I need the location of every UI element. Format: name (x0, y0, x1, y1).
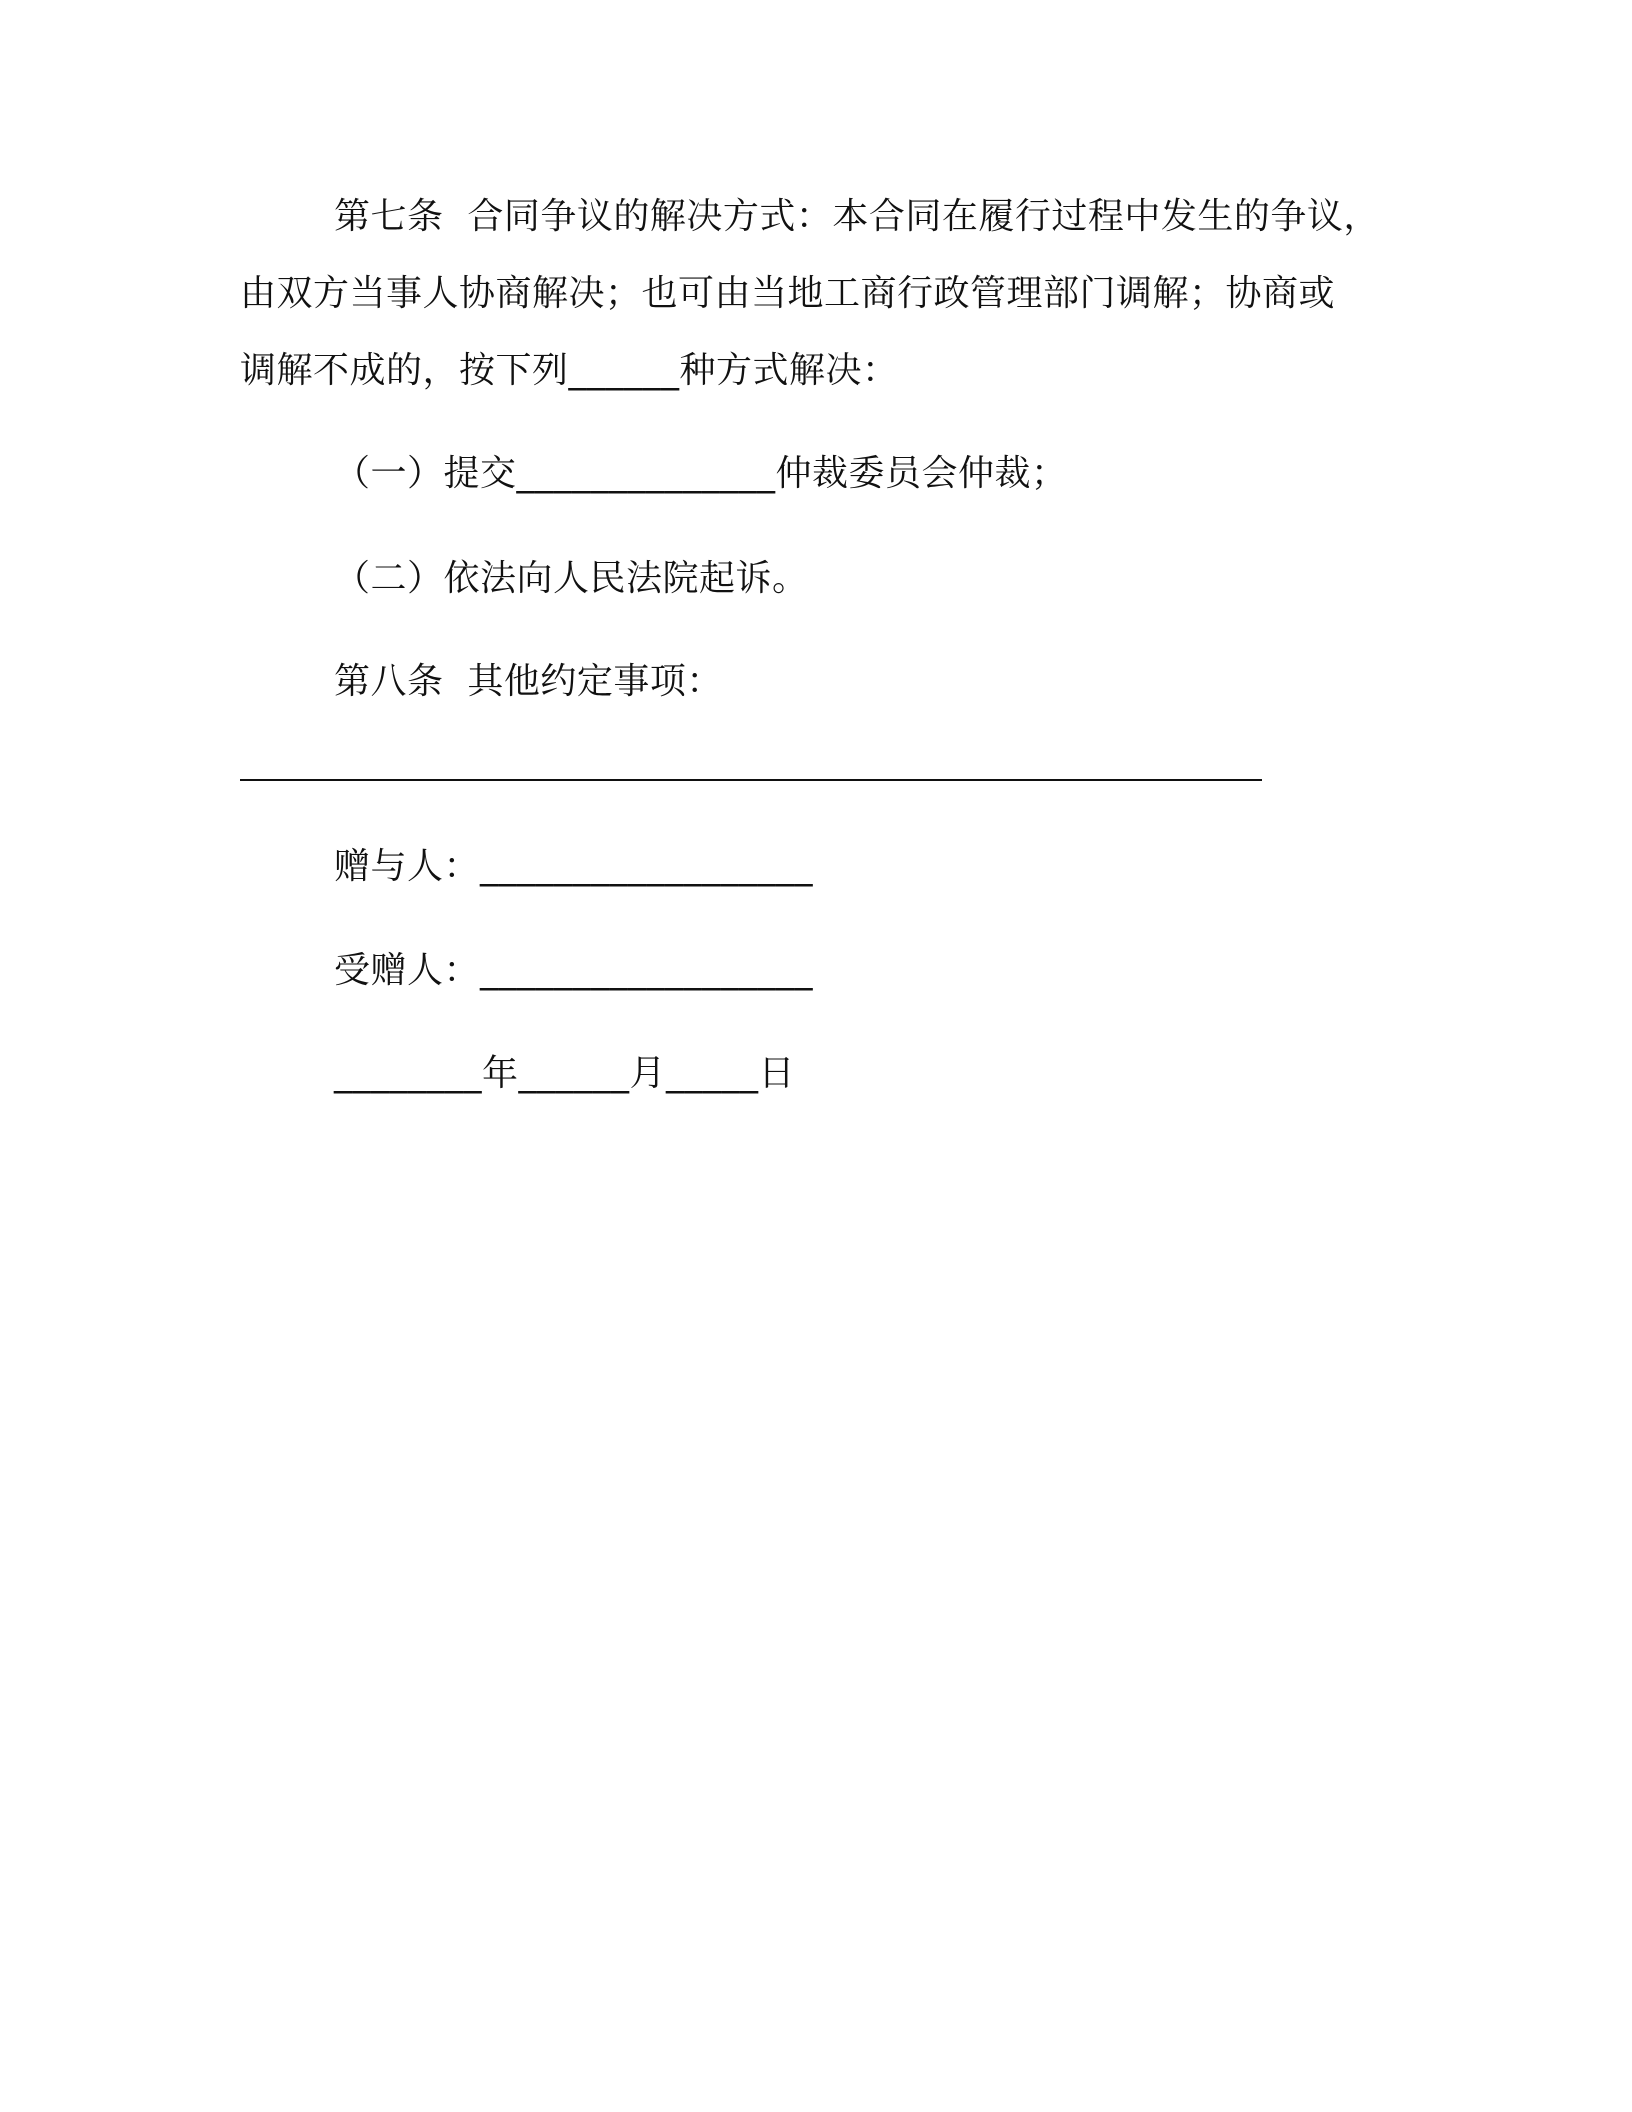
date-line: ________年______月_____日 (334, 1053, 795, 1094)
article7-line3: 调解不成的，按下列______种方式解决： (240, 350, 899, 391)
article7-line1: 第七条 合同争议的解决方式：本合同在履行过程中发生的争议， (334, 196, 1380, 237)
article7-option2: （二）依法向人民法院起诉。 (334, 558, 809, 599)
article7-line2: 由双方当事人协商解决；也可由当地工商行政管理部门调解；协商或 (240, 273, 1336, 314)
article8-blank-line (240, 779, 1262, 781)
donee-signature-line: 受赠人：__________________ (334, 950, 814, 991)
donor-signature-line: 赠与人：__________________ (334, 846, 814, 887)
article7-option1: （一）提交______________仲裁委员会仲裁； (334, 453, 1068, 494)
article8-title: 第八条 其他约定事项： (334, 661, 723, 702)
